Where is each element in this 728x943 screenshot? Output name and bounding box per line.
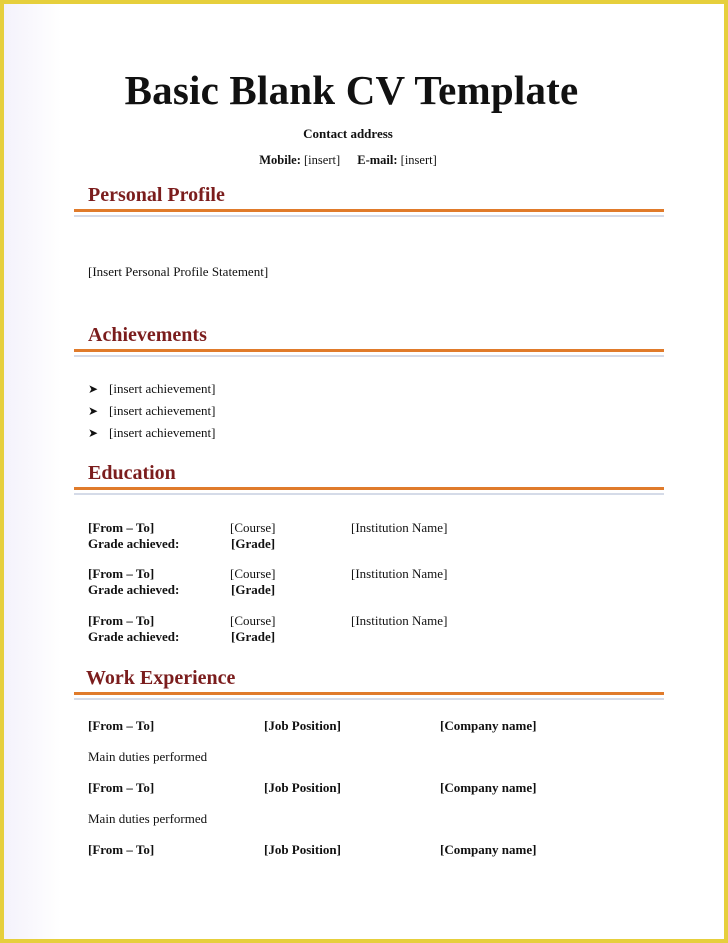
work-company: [Company name] (440, 718, 537, 733)
work-position: [Job Position] (264, 780, 341, 795)
grade-value: [Grade] (231, 536, 276, 551)
work-period: [From – To] (88, 780, 155, 795)
mobile-label: Mobile: (259, 153, 301, 167)
achievement-item: [insert achievement] (109, 381, 216, 396)
education-heading: Education (88, 462, 176, 484)
bullet-arrow-icon: ➤ (88, 426, 99, 440)
work-position: [Job Position] (264, 718, 341, 733)
bullet-arrow-icon: ➤ (88, 404, 99, 418)
work-company: [Company name] (440, 842, 537, 857)
education-course: [Course] (230, 613, 276, 628)
profile-statement: [Insert Personal Profile Statement] (88, 264, 269, 279)
grade-label: Grade achieved: (88, 536, 180, 551)
document-title: Basic Blank CV Template (124, 67, 579, 113)
section-divider-shadow (74, 215, 664, 217)
achievement-item: [insert achievement] (109, 425, 216, 440)
section-divider-shadow (74, 355, 664, 357)
section-divider-shadow (74, 493, 664, 495)
work-experience-heading: Work Experience (86, 667, 236, 689)
work-duties: Main duties performed (88, 811, 208, 826)
section-divider (74, 692, 664, 695)
achievement-item: [insert achievement] (109, 403, 216, 418)
work-duties: Main duties performed (88, 749, 208, 764)
education-period: [From – To] (88, 566, 155, 581)
email-value: [insert] (400, 153, 437, 167)
work-position: [Job Position] (264, 842, 341, 857)
work-period: [From – To] (88, 842, 155, 857)
section-divider (74, 349, 664, 352)
education-institution: [Institution Name] (351, 566, 448, 581)
grade-label: Grade achieved: (88, 629, 180, 644)
education-period: [From – To] (88, 613, 155, 628)
contact-address: Contact address (303, 126, 393, 141)
education-course: [Course] (230, 520, 276, 535)
email-label: E-mail: (357, 153, 398, 167)
education-course: [Course] (230, 566, 276, 581)
grade-value: [Grade] (231, 629, 276, 644)
education-institution: [Institution Name] (351, 613, 448, 628)
grade-value: [Grade] (231, 582, 276, 597)
section-divider (74, 209, 664, 212)
education-institution: [Institution Name] (351, 520, 448, 535)
work-company: [Company name] (440, 780, 537, 795)
personal-profile-heading: Personal Profile (88, 184, 225, 206)
mobile-value: [insert] (304, 153, 341, 167)
contact-line (4, 153, 692, 168)
bullet-arrow-icon: ➤ (88, 382, 99, 396)
section-divider (74, 487, 664, 490)
education-period: [From – To] (88, 520, 155, 535)
work-period: [From – To] (88, 718, 155, 733)
grade-label: Grade achieved: (88, 582, 180, 597)
achievements-heading: Achievements (88, 324, 207, 346)
section-divider-shadow (74, 698, 664, 700)
